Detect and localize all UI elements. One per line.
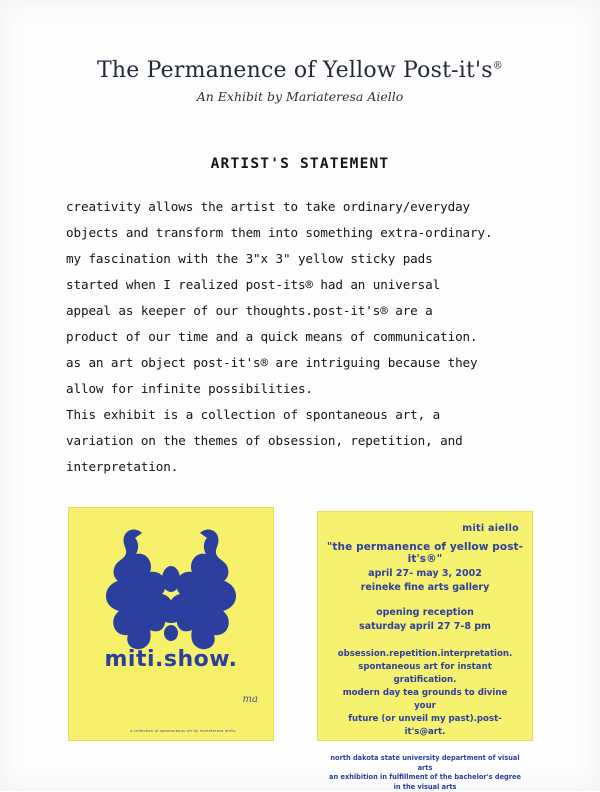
flyer-body-line: obsession.repetition.interpretation. (331, 648, 519, 661)
page-title-text: The Permanence of Yellow Post-it's (97, 58, 493, 83)
statement-body (0, 194, 600, 480)
statement-line: creativity allows the artist to take ordinary/everyday (66, 194, 538, 220)
document-header (0, 0, 600, 104)
flyer-title: "the permanence of yellow post-it's®" (317, 541, 533, 565)
statement-line: product of our time and a quick means of communication. (66, 324, 538, 350)
flyer-body-line: spontaneous art for instant gratification. (331, 661, 519, 687)
registered-mark: ® (493, 61, 503, 72)
statement-line: allow for infinite possibilities. (66, 376, 538, 402)
flyer-footer-line: an exhibition in fulfillment of the bachelor's degree (327, 773, 523, 783)
page-title (97, 58, 503, 83)
left-postit-caption: miti.show. (68, 647, 274, 672)
statement-line: This exhibit is a collection of spontaneous art, a (66, 402, 538, 428)
inkblot-icon (68, 521, 274, 651)
page-subtitle: An Exhibit by Mariateresa Aiello (0, 89, 600, 104)
images-row (0, 507, 600, 747)
statement-line: my fascination with the 3"x 3" yellow sticky pads (66, 246, 538, 272)
left-postit-image (68, 507, 274, 741)
statement-line: variation on the themes of obsession, repetition, and (66, 428, 538, 454)
statement-line: appeal as keeper of our thoughts.post-it's® are a (66, 298, 538, 324)
statement-line: objects and transform them into something extra-ordinary. (66, 220, 538, 246)
flyer-dates: april 27- may 3, 2002 (317, 568, 533, 579)
statement-line: started when I realized post-its® had an universal (66, 272, 538, 298)
flyer-footer-line: north dakota state university department of visual arts (327, 754, 523, 773)
flyer-artist-name: miti aiello (317, 511, 533, 534)
statement-line: interpretation. (66, 454, 538, 480)
right-postit-flyer (317, 511, 533, 741)
flyer-reception-label: opening reception (317, 607, 533, 618)
artist-signature: ma (243, 694, 258, 705)
flyer-reception-time: saturday april 27 7-8 pm (317, 621, 533, 632)
flyer-body-line: future (or unveil my past).post-it's@art. (331, 713, 519, 739)
flyer-footer (317, 754, 533, 792)
flyer-venue: reineke fine arts gallery (317, 582, 533, 593)
flyer-body-line: modern day tea grounds to divine your (331, 687, 519, 713)
statement-line: as an art object post-it's® are intriguing because they (66, 350, 538, 376)
flyer-body (317, 648, 533, 739)
left-postit-tiny-caption: a collection of spontaneous art by mariateresa aiello (108, 729, 258, 733)
flyer-footer-line: in the visual arts (327, 783, 523, 792)
statement-heading: ARTIST'S STATEMENT (0, 156, 600, 172)
